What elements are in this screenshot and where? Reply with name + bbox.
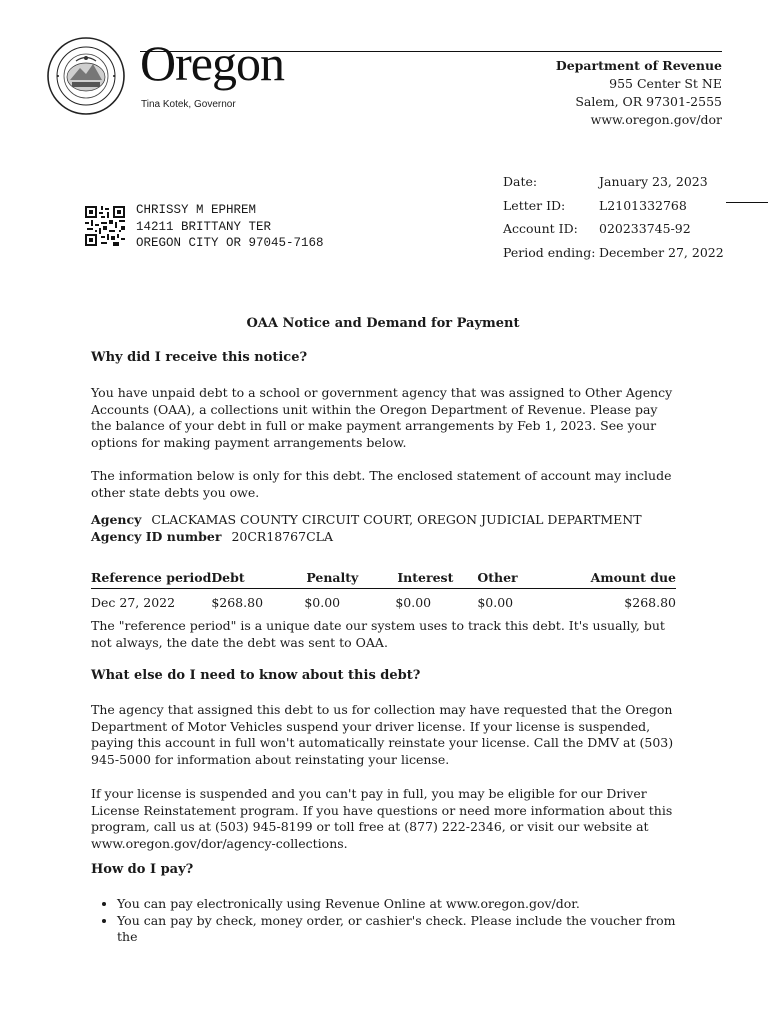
paragraph-reinstatement (91, 786, 681, 852)
agency-info (91, 512, 681, 545)
recipient-city: OREGON CITY OR 97045-7168 (136, 236, 324, 250)
meta-row (503, 219, 724, 243)
qr-code-icon (85, 206, 125, 246)
department-address-block (556, 57, 722, 129)
question-why-heading: Why did I receive this notice? (91, 350, 308, 365)
table-cell: $268.80 (624, 594, 676, 610)
notice-title: OAA Notice and Demand for Payment (246, 316, 520, 331)
table-cell: $0.00 (395, 594, 432, 610)
department-website[interactable]: www.oregon.gov/dor (590, 112, 722, 127)
section-what-else (91, 668, 681, 685)
pay-options-list-wrap (91, 896, 681, 946)
meta-value: December 27, 2022 (599, 244, 724, 260)
governor-name: Tina Kotek, Governor (141, 99, 236, 110)
table-header-row (91, 570, 676, 588)
pay-options-list (91, 896, 681, 946)
table-cell: $0.00 (304, 594, 341, 610)
meta-row (503, 172, 724, 196)
fold-mark (726, 202, 768, 203)
paragraph-text: The "reference period" is a unique date our system uses to track this debt. It's usually, but not always, the date the debt was sent to OAA. (91, 618, 665, 650)
brand-wordmark: Oregon (140, 35, 284, 91)
paragraph-info-below (91, 468, 681, 501)
paragraph-text: The agency that assigned this debt to us for collection may have requested that the Oregon Department of Motor Vehicles suspend your driver license. If your license is suspended, paying this account in full won't automatically reinstate your license. Call the DMV at (503) 945-5000 for information about reinstating your license. (91, 702, 674, 767)
column-header: Penalty (304, 570, 395, 588)
state-seal-logo (46, 36, 126, 116)
table-cell: $268.80 (211, 594, 264, 610)
agency-id-label: Agency ID number (91, 528, 222, 544)
list-item: • You can pay by check, money order, or cashier's check. Please include the voucher from the (117, 913, 681, 946)
letter-meta-block (503, 172, 724, 266)
meta-label: Date: (503, 174, 538, 189)
paragraph-text: If your license is suspended and you can't pay in full, you may be eligible for our Driver License Reinstatement program. If you have questions or need more information about this program, call us at (503) 945-8199 or toll free at (877) 222-2346, or visit our website at www.oregon.gov/dor/agency-collections. (91, 786, 673, 851)
recipient-address (136, 202, 324, 252)
question-how-pay-heading: How do I pay? (91, 862, 194, 877)
meta-value: 020233745-92 (599, 221, 691, 236)
meta-label: Account ID: (503, 221, 578, 236)
section-how-pay (91, 862, 681, 879)
list-item: • You can pay electronically using Revenue Online at www.oregon.gov/dor. (117, 896, 681, 913)
paragraph-unpaid-debt (91, 385, 681, 451)
department-name: Department of Revenue (555, 58, 722, 73)
meta-row (503, 243, 724, 267)
meta-label: Letter ID: (503, 197, 566, 213)
meta-value: L2101332768 (599, 197, 687, 213)
paragraph-reference-period (91, 618, 681, 651)
table-row (91, 588, 676, 611)
agency-label: Agency (91, 512, 142, 527)
meta-row (503, 196, 724, 220)
table-cell: Dec 27, 2022 (91, 594, 176, 610)
column-header: Other (477, 570, 547, 588)
agency-id-row (91, 529, 681, 546)
agency-id-value: 20CR18767CLA (231, 528, 333, 544)
section-why (91, 350, 681, 367)
question-what-else-heading: What else do I need to know about this debt? (91, 668, 421, 683)
debt-table (91, 570, 676, 611)
paragraph-text: The information below is only for this debt. The enclosed statement of account may include other state debts you owe. (91, 468, 672, 500)
recipient-name: CHRISSY M EPHREM (136, 203, 257, 217)
meta-label: Period ending: (503, 244, 596, 260)
column-header: Debt (211, 570, 304, 588)
column-header: Interest (395, 570, 477, 588)
department-street: 955 Center St NE (609, 76, 722, 91)
agency-row (91, 512, 681, 529)
recipient-street: 14211 BRITTANY TER (136, 219, 272, 234)
department-city: Salem, OR 97301-2555 (575, 94, 722, 109)
meta-value: January 23, 2023 (599, 174, 708, 189)
column-header: Amount due (547, 570, 676, 588)
agency-value: CLACKAMAS COUNTY CIRCUIT COURT, OREGON JUDICIAL DEPARTMENT (151, 512, 642, 527)
paragraph-dmv (91, 702, 681, 768)
column-header: Reference period (91, 570, 211, 588)
debt-table-wrap (91, 570, 681, 611)
paragraph-text: You have unpaid debt to a school or government agency that was assigned to Other Agency Accounts (OAA), a collections unit within the Oregon Department of Revenue. Please pay the balance of your debt in full or make payment arrangements by Feb 1, 2023. See your options for making payment arrangements below. (91, 385, 673, 450)
table-cell: $0.00 (477, 594, 514, 610)
